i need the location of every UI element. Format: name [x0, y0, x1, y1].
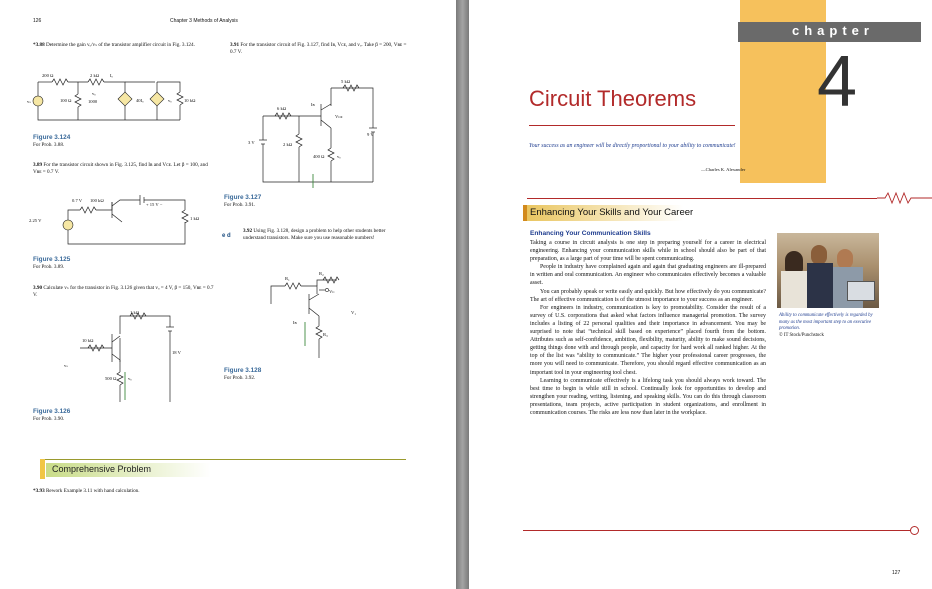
page-number: 127	[892, 570, 901, 576]
r500-label: 500 Ω	[105, 376, 117, 381]
photo-caption	[779, 313, 883, 339]
person-icon	[837, 249, 853, 269]
v18-label: 18 V	[172, 350, 181, 355]
dep-source-label: 40Iₒ	[136, 98, 144, 103]
chapter-title: Circuit Theorems	[529, 86, 697, 111]
v3-label: 3 V	[248, 140, 255, 145]
vs-label: vₛ	[27, 99, 32, 104]
paragraph-5: Learning to communicate effectively is a lifelong task you should always work toward. The best time to begin is while still in school. Continually look for opportunities to develop and strengthen your reading, writing, listening, and speaking skills. You can do this through classroom presentations, team projects, active participation in student organizations, and enrollment in communication courses. The risks are less now than later in the workplace.	[530, 377, 766, 416]
figure-3-128-label: Figure 3.128	[224, 367, 262, 374]
epigraph: Your success as an engineer will be directly proportional to your ability to communicate!	[529, 143, 736, 149]
problem-text: For the transistor circuit shown in Fig. 3.125, find Iʙ and Vᴄᴇ. Let β = 100, and Vʙᴇ = 0.7 V.	[33, 162, 208, 175]
figure-3-125-caption: For Prob. 3.89.	[33, 264, 65, 270]
problem-3-92	[243, 228, 408, 241]
problem-text: Calculate vₛ for the transistor in Fig. 3.126 given that vₒ = 4 V, β = 150, Vʙᴇ = 0.7 V.	[33, 285, 214, 298]
r10k-label: 10 kΩ	[82, 338, 94, 343]
vo-label: vₒ	[168, 98, 172, 103]
chapter-word: chapter	[792, 23, 874, 38]
figure-3-124-circuit	[27, 70, 205, 132]
subhead: Enhancing Your Communication Skills	[530, 230, 651, 237]
r2-label: R₂	[319, 271, 324, 276]
person-icon	[781, 271, 809, 308]
problem-text: Using Fig. 3.128, design a problem to help other students better understand transistors. Make sure you use reasonable numbers!	[243, 228, 386, 241]
book-gutter	[456, 0, 469, 589]
rule-end-circle-icon	[910, 526, 919, 535]
figure-3-126-circuit	[64, 310, 181, 404]
problem-number: 3.91	[230, 42, 240, 48]
figure-3-127-label: Figure 3.127	[224, 194, 262, 201]
r10k-label: 10 kΩ	[184, 98, 196, 103]
v9-label: 9 V	[367, 132, 374, 137]
body-text	[530, 239, 766, 417]
zigzag-icon	[877, 192, 932, 204]
figure-3-124-caption: For Prob. 3.88.	[33, 142, 65, 148]
figure-3-126-label: Figure 3.126	[33, 408, 71, 415]
frac-den: 1000	[88, 99, 98, 104]
section-rule	[40, 459, 406, 460]
problem-3-91	[230, 42, 410, 55]
paragraph-1: Taking a course in circuit analysis is one step in preparing yourself for a career in electrical engineering. Enhancing your communication skills while in school should also be part of that preparation, as a large part of your time will be spent communicating.	[530, 240, 766, 263]
edesign-icon	[224, 226, 231, 240]
problem-text: For the transistor circuit of Fig. 3.127, find Iʙ, Vᴄᴇ, and vₒ. Take β = 200, Vʙᴇ = 0.7 V.	[230, 42, 407, 55]
paragraph-2: People in industry have complained again and again that graduating engineers are ill-prepared in written and oral communication. An engineer who communicates effectively becomes a valuable asset.	[530, 264, 766, 287]
v07-label: 0.7 V	[72, 198, 83, 203]
paragraph-4: For engineers in industry, communication is key to promotability. Consider the result of a survey of U.S. corporations that asked what factors influence managerial promotion. The survey includes a listing of 22 personal qualities and their importance in advancement. You may be surprised to note that “technical skill based on experience” placed fourth from the bottom. Attributes such as self-confidence, ambition, flexibility, maturity, ability to make sound decisions, getting things done with and through people, and capacity for hard work all ranked higher. At the top of the list was “ability to communicate.” The higher your professional career progresses, the more you will need to communicate. Therefore, you should regard effective communication as an important tool in your engineering tool chest.	[530, 304, 766, 376]
r5k-label: 5 kΩ	[341, 79, 351, 84]
problem-number: 3.90	[33, 285, 43, 291]
r3-label: R₃	[323, 332, 328, 337]
figure-3-124-label: Figure 3.124	[33, 134, 71, 141]
caption-text: Ability to communicate effectively is regarded by many as the most important step to an executive promotion.	[779, 313, 873, 332]
problem-text: Rework Example 3.11 with hand calculation.	[45, 488, 140, 494]
r2k-label: 2 kΩ	[90, 73, 100, 78]
problem-3-93	[33, 488, 393, 495]
zigzag-rule	[527, 198, 877, 199]
person-icon	[811, 245, 827, 265]
skills-band-marker	[523, 205, 527, 221]
chapter-number: 4	[817, 42, 858, 122]
figure-3-127-circuit	[248, 78, 395, 190]
problem-3-88	[33, 42, 213, 49]
figure-3-127-caption: For Prob. 3.91.	[224, 202, 256, 208]
r2k-label: 2 kΩ	[283, 142, 293, 147]
person-icon	[785, 251, 803, 273]
r200-label: 200 Ω	[42, 73, 54, 78]
figure-3-128-caption: For Prob. 3.92.	[224, 375, 256, 381]
title-rule	[529, 125, 735, 126]
r1k-label: 1 kΩ	[190, 216, 200, 221]
photo-credit: © IT Stock/Punchstock	[779, 332, 824, 338]
vc-label: Vᴄ	[329, 289, 335, 294]
paragraph-3: You can probably speak or write easily and quickly. But how effectively do you communicate? The art of effective communication is of the utmost importance to your success as an engineer.	[530, 288, 766, 303]
team-photo	[777, 233, 879, 308]
v225-label: 2.25 V	[29, 218, 42, 223]
figure-3-126-caption: For Prob. 3.90.	[33, 416, 65, 422]
problem-3-90	[33, 285, 215, 298]
figure-3-125-circuit	[29, 192, 200, 250]
ib-label: Iʙ	[293, 320, 297, 325]
problem-number: *3.88	[33, 42, 45, 48]
page-number: 126	[33, 18, 42, 24]
v1-label: V₁	[351, 310, 356, 315]
person-icon	[807, 263, 833, 308]
figure-3-128-circuit	[265, 272, 385, 364]
problem-text: Determine the gain vₒ/vₛ of the transistor amplifier circuit in Fig. 3.124.	[45, 42, 195, 48]
running-head: Chapter 3 Methods of Analysis	[170, 18, 238, 24]
section-title: Comprehensive Problem	[52, 464, 152, 474]
problem-number: *3.93	[33, 488, 45, 494]
problem-3-89	[33, 162, 211, 175]
r1-label: R₁	[285, 276, 290, 281]
band-title: Enhancing Your Skills and Your Career	[530, 207, 694, 218]
ib-label: Iʙ	[311, 102, 315, 107]
laptop-icon	[847, 281, 875, 301]
v15-label: + 15 V −	[146, 202, 163, 207]
frac-num: vₒ	[92, 91, 96, 96]
vs-label: vₛ	[64, 363, 69, 368]
vo-label: vₒ	[337, 154, 341, 159]
r100k-label: 100 kΩ	[90, 198, 104, 203]
problem-number: 3.89	[33, 162, 43, 168]
bottom-rule	[523, 530, 911, 531]
edesign-badge: e d	[222, 233, 231, 239]
problem-number: 3.92	[243, 228, 253, 234]
io-label: Iₒ	[110, 73, 113, 78]
figure-3-125-label: Figure 3.125	[33, 256, 71, 263]
r6k-label: 6 kΩ	[277, 106, 287, 111]
r1k-label: 1 kΩ	[130, 310, 140, 315]
section-marker	[40, 459, 45, 479]
vo-label: vₒ	[128, 376, 132, 381]
right-page	[469, 0, 932, 589]
vce-label: Vᴄᴇ	[335, 114, 343, 119]
r100-label: 100 Ω	[60, 98, 72, 103]
epigraph-author: —Charles K. Alexander	[701, 167, 746, 172]
left-page	[0, 0, 456, 589]
r400-label: 400 Ω	[313, 154, 325, 159]
